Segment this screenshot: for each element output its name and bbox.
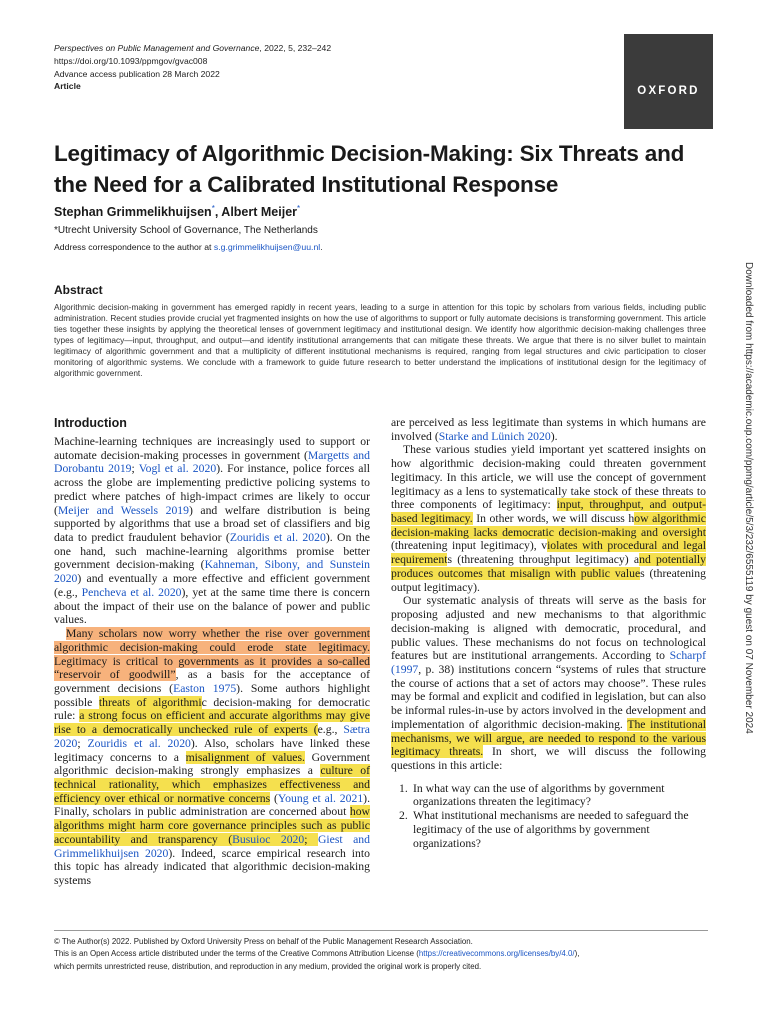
citation-link[interactable]: Meijer and Wessels 2019 <box>57 503 189 517</box>
text-run: ; <box>131 462 139 476</box>
reuse-line: which permits unrestricted reuse, distribution, and reproduction in any medium, provided the original work is properly cited. <box>54 961 482 971</box>
citation-link[interactable]: Pencheva et al. 2020 <box>81 585 182 599</box>
citation-link[interactable]: Kahneman, Sibony, and Sunstein 2020 <box>54 558 370 586</box>
text-run: These various studies yield important yet scattered insights on how algorithmic decision-making could threaten government legitimacy. In this article, we will use the concept of government legitimacy as a lens to systematically take stock of these threats to three components of legitimacy: <box>391 443 706 512</box>
text-run: ). Indeed, scarce empirical research into this topic has already indicated that algorithmic decision-making systems <box>54 846 370 887</box>
text-run: ). Finally, scholars in public administration are concerned about <box>54 791 370 819</box>
citation-link[interactable]: Zouridis et al. 2020 <box>229 531 326 545</box>
text-run: ). For instance, police forces all across the globe are implementing predictive policing systems to predict where patches of high-impact crimes are likely to occur ( <box>54 462 370 517</box>
paragraph <box>391 416 706 443</box>
highlighted-text: ow algorithmic decision-making lacks democratic decision-making and oversight <box>391 512 706 539</box>
citation-link[interactable]: Young et al. 2021 <box>277 791 364 805</box>
text-run: c decision-making for democratic rule: <box>54 695 370 723</box>
list-item <box>391 782 706 809</box>
list-number: 2. <box>399 809 408 823</box>
download-watermark <box>742 262 756 822</box>
license-line <box>54 948 714 960</box>
highlighted-text: a strong focus on efficient and accurate algorithms may give rise to a democratically unchecked rule of experts ( <box>54 709 370 737</box>
license-prefix: This is an Open Access article distributed under the terms of the Creative Commons Attribution License ( <box>54 949 419 959</box>
highlighted-text: The institutional mechanisms, we will argue, are needed to respond to the various legitimacy threats. <box>391 717 707 759</box>
paragraph <box>391 594 706 772</box>
citation-link[interactable]: Scharpf (1997 <box>391 649 706 676</box>
correspondence-address <box>54 242 323 252</box>
journal-name[interactable]: Perspectives on Public Management and Governance <box>54 43 260 53</box>
paragraph <box>54 627 370 888</box>
text-run: ). On the one hand, such machine-learning algorithms promise better government decision-making ( <box>54 531 370 572</box>
affiliation-mark[interactable]: * <box>211 204 215 213</box>
list-item-text: In what way can the use of algorithms by government organizations threaten the legitimacy? <box>413 781 665 809</box>
highlighted-text: misalignment of values. <box>185 750 305 764</box>
author-name[interactable]: Stephan Grimmelikhuijsen <box>54 205 212 220</box>
license-link[interactable]: https://creativecommons.org/licenses/by/4.0/ <box>418 949 575 959</box>
text-run: In other words, we will discuss h <box>472 512 635 526</box>
left-column <box>54 435 370 888</box>
list-number: 1. <box>399 781 408 795</box>
doi-link[interactable]: https://doi.org/10.1093/ppmgov/gvac008 <box>54 55 208 66</box>
text-run: , p. 38) institutions concern “systems of rules that structure the course of actions that a set of actors may choose”. These rules may be formal and explicit and codified in legislation, but can also be informal rules-in-use by actors involved in the development and implementation of algorithmic decision-making. <box>391 662 706 731</box>
citation: , 2022, 5, 232–242 <box>259 43 332 53</box>
text-run: Machine-learning techniques are increasingly used to support or automate decision-making processes in government ( <box>54 435 370 462</box>
oxford-logo[interactable] <box>624 34 713 129</box>
download-notice: Downloaded from https://academic.oup.com/ppmg/article/5/3/232/6555119 by guest on 07 November 2024 <box>743 262 754 734</box>
text-run: ) and welfare distribution is being supported by algorithms that use a broad set of classifiers and big data to predict fraudulent behavior ( <box>54 503 370 545</box>
text-run: ). Some authors highlight possible <box>54 681 370 709</box>
address-prefix: Address correspondence to the author at <box>54 242 214 252</box>
text-run: s (threatening output legitimacy). <box>391 566 706 594</box>
advance-access-date: Advance access publication 28 March 2022 <box>54 68 220 79</box>
highlighted-text: nd potentially produces outcomes that misalign with public value <box>391 553 706 580</box>
citation-link[interactable]: Sætra 2020 <box>54 723 370 750</box>
email-link[interactable]: s.g.grimmelikhuijsen@uu.nl <box>213 242 321 252</box>
license-suffix: ), <box>574 949 580 959</box>
citation-link[interactable]: Starke and Lünich 2020 <box>438 429 551 443</box>
text-run: ), yet at the same time there is concern about the impact of their use on the balance of power and public values. <box>54 585 371 627</box>
copyright-line: © The Author(s) 2022. Published by Oxford University Press on behalf of the Public Management Research Association. <box>54 937 473 946</box>
text-run: Our systematic analysis of threats will serve as the basis for proposing adjusted and new mechanisms to that algorithmic decision-making is aligned with democratic, procedural, and public values. These mechanisms do not focus on technological features but are institutional arrangements. According to <box>391 594 706 663</box>
affiliation: *Utrecht University School of Governance, The Netherlands <box>54 225 318 236</box>
text-run: s (threatening throughput legitimacy) a <box>447 553 640 567</box>
highlighted-text: threats of algorithmi <box>98 695 202 709</box>
highlighted-text: culture of technical rationality, which emphasizes effectiveness and efficiency over ethical or normative concerns <box>54 764 370 805</box>
citation-link[interactable]: Easton 1975 <box>173 681 237 695</box>
address-suffix: . <box>320 242 323 252</box>
copyright-footnote <box>54 936 714 973</box>
text-run: are perceived as less legitimate than systems in which humans are involved ( <box>391 416 706 443</box>
citation-link[interactable]: Vogl et al. 2020 <box>138 462 217 476</box>
highlighted-text: Legitimacy is critical to governments as it provides a so-called “reservoir of goodwill” <box>54 654 370 682</box>
article-type: Article <box>54 81 81 92</box>
paragraph <box>54 435 370 627</box>
highlighted-text: how algorithms might harm core governance principles such as public accountability and transparency ( <box>54 805 370 846</box>
oxford-logo-text: OXFORD <box>637 85 700 97</box>
citation-link[interactable]: Giest and Grimmelikhuijsen 2020 <box>54 832 370 860</box>
abstract-heading: Abstract <box>54 283 103 297</box>
article-meta <box>54 42 331 93</box>
highlighted-text: iolates with procedural and legal requirement <box>391 539 707 567</box>
abstract-text: Algorithmic decision-making in government has emerged rapidly in recent years, leading to a surge in attention for this topic by scholars from various fields, including public administration. Recent studies provide crucial yet fragmented insights on how the use of algorithms to support or fully automate decisions is transforming government. This article ties together these insights by applying the theoretical lenses of government legitimacy and institutional design. We identify how algorithmic decision-making challenges three types of legitimacy—input, throughput, and output—and identify institutional arrangements that can mitigate these threats. We argue that there is no silver bullet to maintain legitimacy of algorithmic government and that a multiplicity of different institutional mechanisms is required, ranging from legal structures and civic participation to closer monitoring of algorithmic systems. We conclude with a framework to guide future research to better understand the implications of institutional design for the legitimacy of algorithmic government. <box>54 302 706 379</box>
affiliation-mark[interactable]: * <box>297 204 301 213</box>
author-separator: , <box>214 205 222 220</box>
text-run: ). <box>550 429 558 443</box>
research-questions <box>391 782 706 851</box>
text-run: e.g., <box>317 723 344 737</box>
section-heading-introduction: Introduction <box>54 416 127 430</box>
citation-link[interactable]: Zouridis et al. 2020 <box>87 736 191 750</box>
text-run: Government algorithmic decision-making strongly emphasizes a <box>54 750 371 778</box>
right-column <box>391 416 706 850</box>
article-title: Legitimacy of Algorithmic Decision-Making: Six Threats and the Need for a Calibrated Institutional Response <box>54 141 685 197</box>
list-item-text: What institutional mechanisms are needed to safeguard the legitimacy of the use of algorithms by government organizations? <box>413 809 689 850</box>
text-run: ( <box>270 791 278 805</box>
citation-link[interactable]: Busuioc 2020 <box>232 832 305 846</box>
citation-link[interactable]: Margetts and Dorobantu 2019 <box>54 448 370 476</box>
list-item <box>391 809 706 850</box>
highlighted-text: Many scholars now worry whether the rise over government algorithmic decision-making could erode state legitimacy. <box>54 627 370 654</box>
highlighted-text: input, throughput, and output-based legitimacy. <box>391 498 706 526</box>
author-list <box>54 204 300 219</box>
text-run: (threatening input legitimacy), v <box>391 539 548 553</box>
text-run: ). Also, scholars have linked these legitimacy concerns to a <box>54 736 370 764</box>
highlighted-text: ; <box>304 832 318 846</box>
footnote-divider <box>54 930 708 931</box>
text-run: ) and eventually a more effective and efficient government (e.g., <box>54 572 370 599</box>
text-run: ; <box>77 736 88 750</box>
paragraph <box>391 443 706 594</box>
text-run: , as a basis for the acceptance of government decisions ( <box>54 668 370 695</box>
text-run: In short, we will discuss the following questions in this article: <box>391 745 706 772</box>
author-name[interactable]: Albert Meijer <box>221 205 298 220</box>
